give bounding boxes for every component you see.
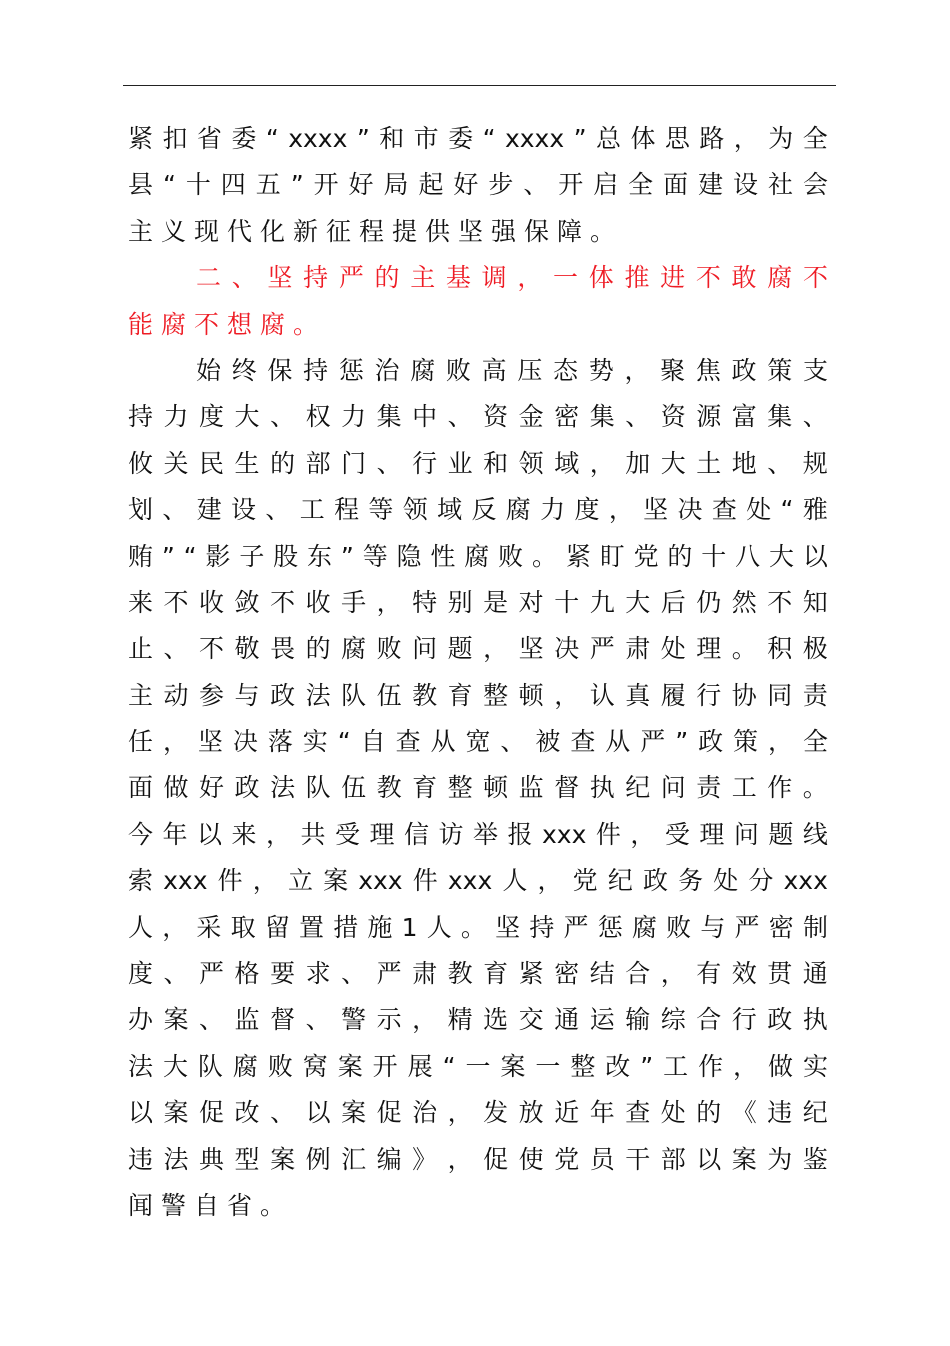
document-body <box>128 116 828 1229</box>
text-line: 法 大 队 腐 败 窝 案 开 展 “ 一 案 一 整 改 ” 工 作 ， 做 实 <box>128 1051 828 1081</box>
text-line: 划 、 建 设 、 工 程 等 领 域 反 腐 力 度 ， 坚 决 查 处 “ 雅 <box>128 495 828 525</box>
text-line: 面 做 好 政 法 队 伍 教 育 整 顿 监 督 执 纪 问 责 工 作 。 <box>128 773 828 803</box>
text-line: 来 不 收 敛 不 收 手 ， 特 别 是 对 十 九 大 后 仍 然 不 知 <box>128 587 828 617</box>
text-line: 违 法 典 型 案 例 汇 编 》 ， 促 使 党 员 干 部 以 案 为 鉴 <box>128 1144 828 1174</box>
text-line: 任 ， 坚 决 落 实 “ 自 查 从 宽 、 被 查 从 严 ” 政 策 ， 全 <box>128 727 828 757</box>
text-line: 办 案 、 监 督 、 警 示 ， 精 选 交 通 运 输 综 合 行 政 执 <box>128 1005 828 1035</box>
text-line: 主义现代化新征程提供坚强保障。 <box>128 216 624 246</box>
text-line: 止 、 不 敬 畏 的 腐 败 问 题 ， 坚 决 严 肃 处 理 。 积 极 <box>128 634 828 664</box>
text-line: 闻警自省。 <box>128 1190 294 1220</box>
section-heading-continued: 能腐不想腐。 <box>128 309 327 339</box>
text-line: 主 动 参 与 政 法 队 伍 教 育 整 顿 ， 认 真 履 行 协 同 责 <box>128 680 828 710</box>
text-line: 县 “ 十 四 五 ” 开 好 局 起 好 步 、 开 启 全 面 建 设 社 会 <box>128 170 828 200</box>
text-line: 攸 关 民 生 的 部 门 、 行 业 和 领 域 ， 加 大 土 地 、 规 <box>128 448 828 478</box>
text-line: 紧 扣 省 委 “ xxxx ” 和 市 委 “ xxxx ” 总 体 思 路 ， 为 全 <box>128 124 828 153</box>
text-line: 今 年 以 来 ， 共 受 理 信 访 举 报 xxx 件 ， 受 理 问 题 线 <box>128 819 828 849</box>
text-line: 人 ， 采 取 留 置 措 施 1 人 。 坚 持 严 惩 腐 败 与 严 密 制 <box>128 912 828 942</box>
section-heading: 二 、 坚 持 严 的 主 基 调 ， 一 体 推 进 不 敢 腐 不 <box>196 263 828 293</box>
text-line: 索 xxx 件 ， 立 案 xxx 件 xxx 人 ， 党 纪 政 务 处 分 xxx <box>128 866 828 896</box>
text-line: 持 力 度 大 、 权 力 集 中 、 资 金 密 集 、 资 源 富 集 、 <box>128 402 828 432</box>
header-rule <box>123 85 836 86</box>
text-line: 贿 ” “ 影 子 股 东 ” 等 隐 性 腐 败 。 紧 盯 党 的 十 八 大 以 <box>128 541 828 571</box>
text-line: 始 终 保 持 惩 治 腐 败 高 压 态 势 ， 聚 焦 政 策 支 <box>196 355 828 385</box>
text-line: 以 案 促 改 、 以 案 促 治 ， 发 放 近 年 查 处 的 《 违 纪 <box>128 1098 828 1128</box>
text-line: 度 、 严 格 要 求 、 严 肃 教 育 紧 密 结 合 ， 有 效 贯 通 <box>128 959 828 989</box>
